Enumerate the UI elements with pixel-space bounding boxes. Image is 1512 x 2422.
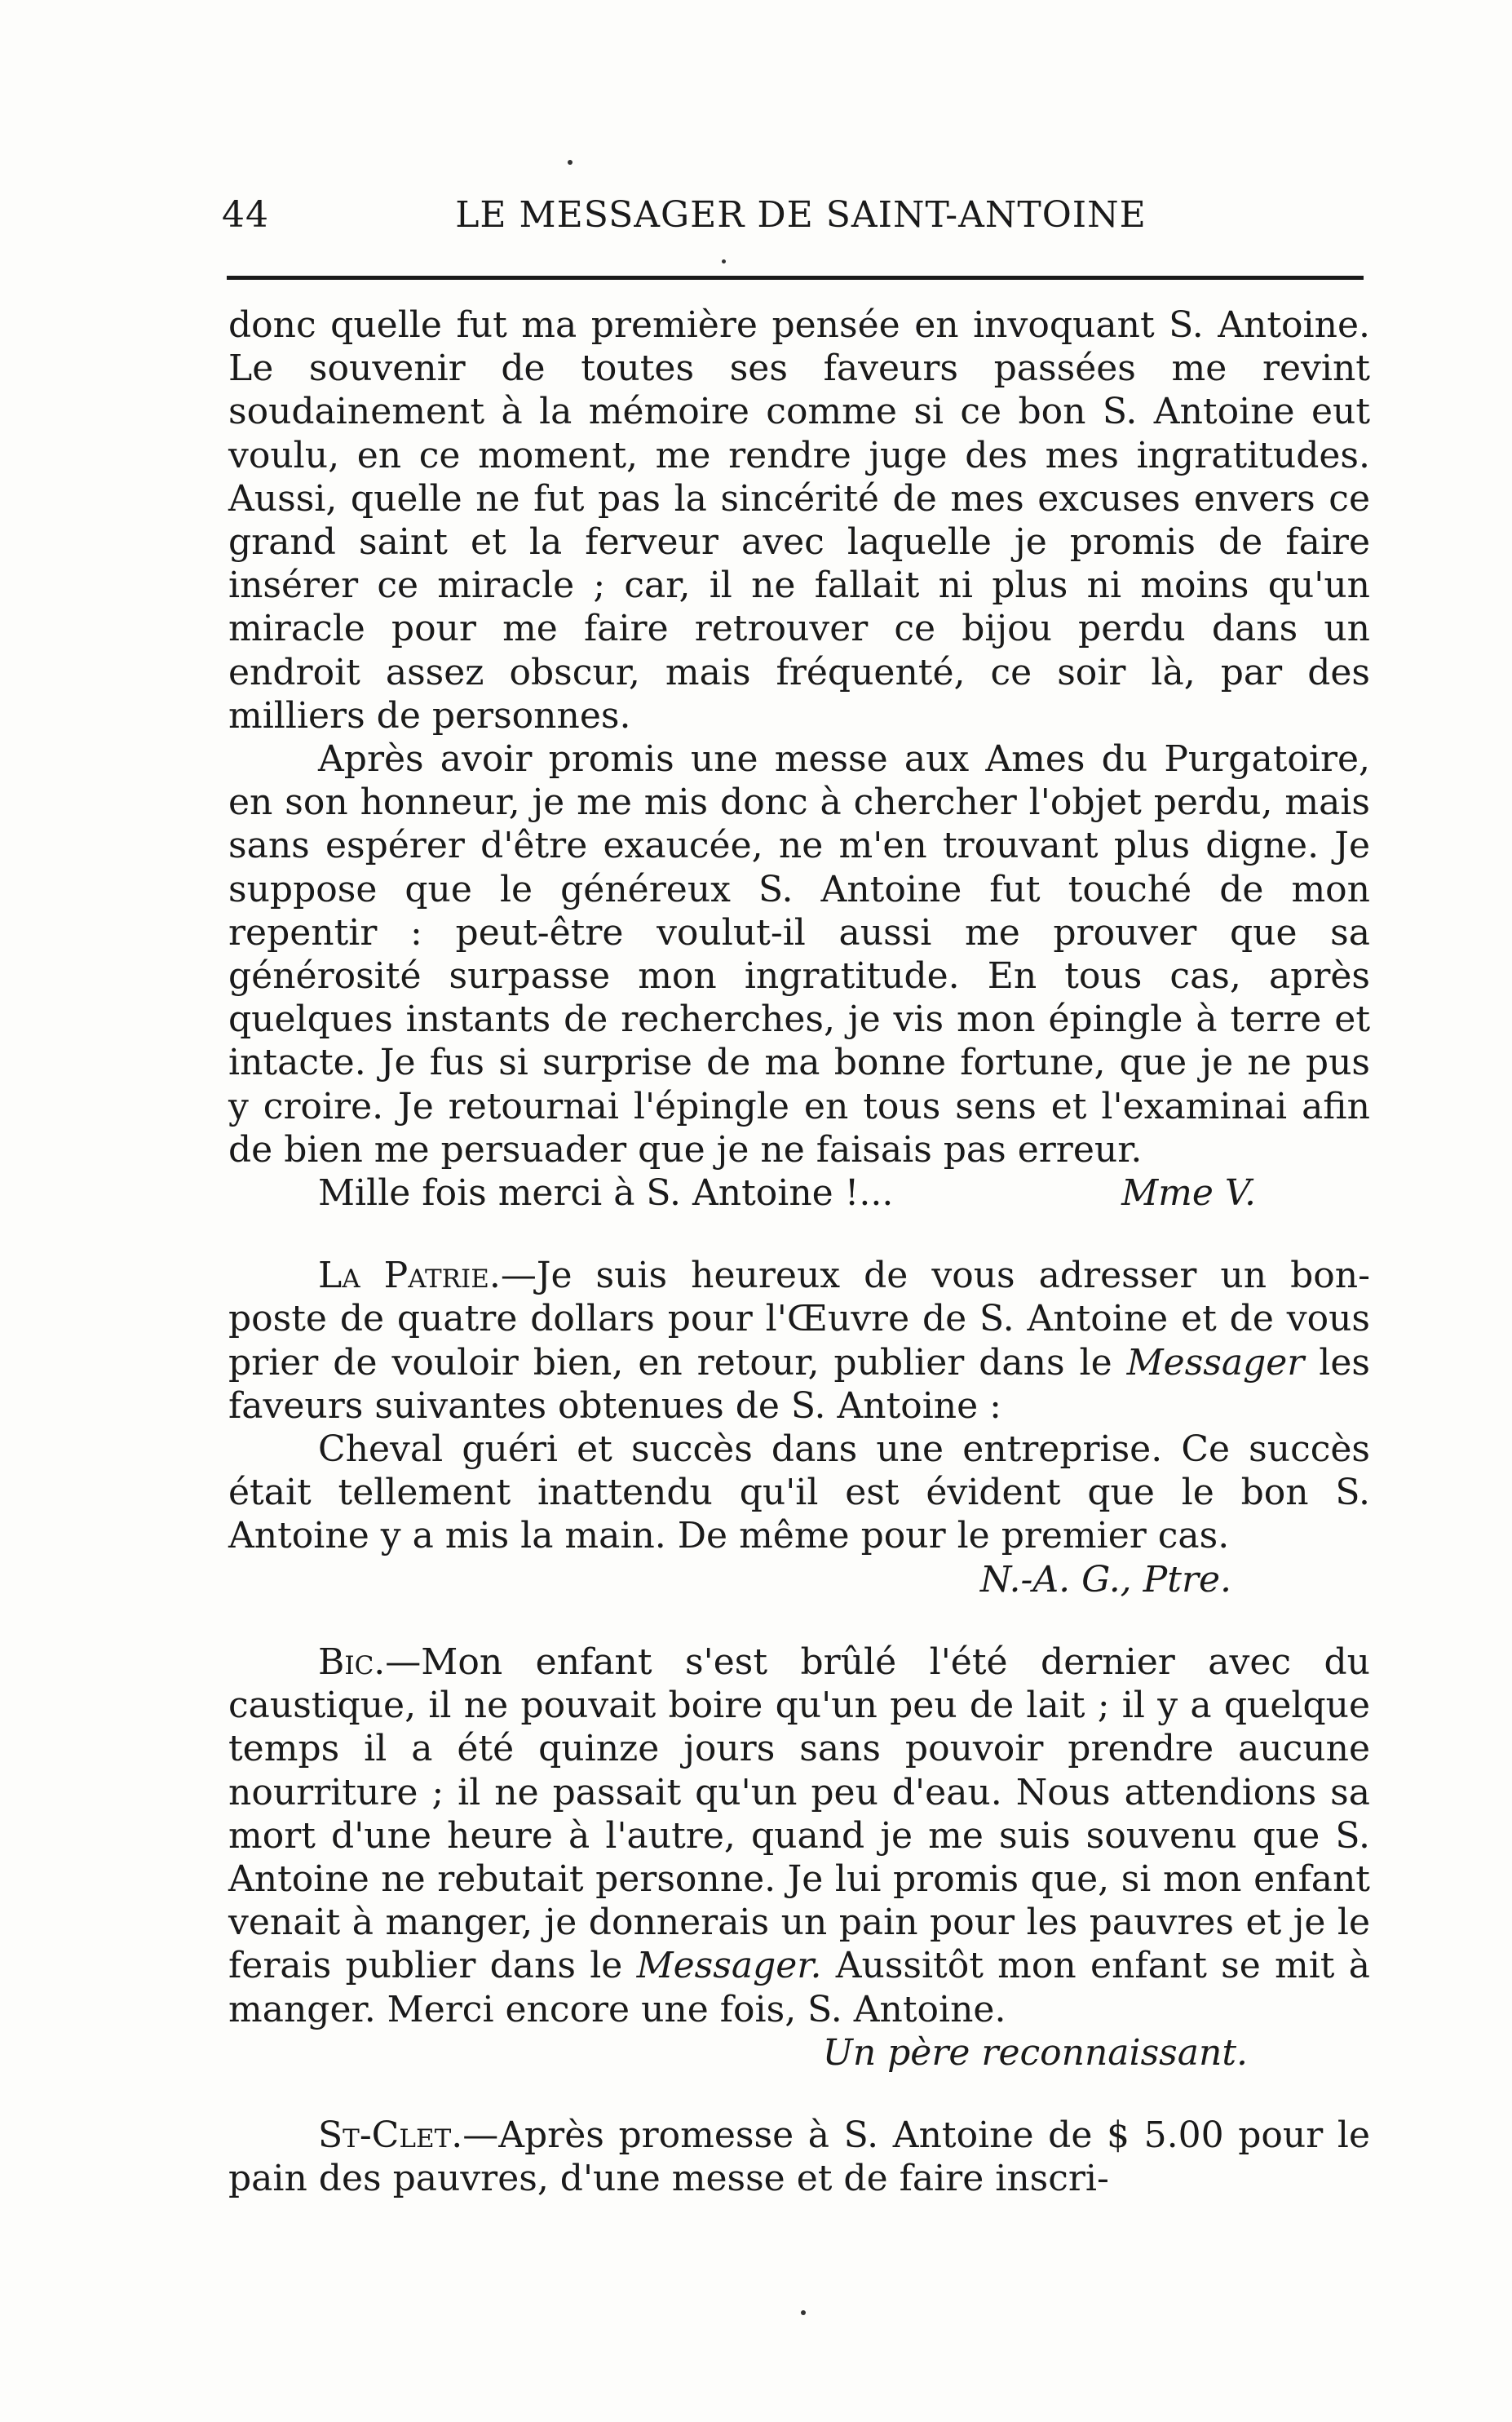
bic-text-end: Aussitôt mon enfant se mit à manger. Merci encore une fois, S. Antoine.	[228, 1945, 1370, 2030]
page-body	[228, 303, 1370, 2200]
paragraph-continuation: donc quelle fut ma première pensée en invoquant S. Antoine. Le souvenir de toutes ses faveurs passées me revint soudainement à la mémoire comme si ce bon S. Antoine eut voulu, en ce moment, me rendre juge des mes ingratitudes. Aussi, quelle ne fut pas la sincérité de mes excuses envers ce grand saint et la ferveur avec laquelle je promis de faire insérer ce miracle ; car, il ne fallait ni plus ni moins qu'un miracle pour me faire retrouver ce bijou perdu dans un endroit assez obscur, mais fréquenté, ce soir là, par des milliers de personnes.	[228, 304, 1370, 737]
page-number: 44	[222, 194, 269, 236]
print-speck	[722, 259, 726, 263]
header-rule	[227, 276, 1364, 280]
paragraph-st-clet	[228, 2114, 1370, 2200]
messager-title: Messager	[1126, 1341, 1305, 1384]
paragraph-bic	[228, 1640, 1370, 2074]
signature-pere: Un père reconnaissant.	[822, 2031, 1248, 2074]
print-speck	[568, 160, 573, 165]
bic-text: —Mon enfant s'est brûlé l'été dernier avec du caustique, il ne pouvait boire qu'un peu de lait ; il y a quelque temps il a été quinze jours sans pouvoir prendre aucune nourriture ; il ne passait qu'un peu d'eau. Nous attendions sa mort d'une heure à l'autre, quand je me suis souvenu que S. Antoine ne rebutait personne. Je lui promis que, si mon enfant venait à manger, je donnerais un pain pour les pauvres et je le ferais publier dans le	[228, 1640, 1370, 1987]
la-patrie-text-end: les faveurs suivantes obtenues de S. Antoine :	[228, 1341, 1370, 1427]
signature-ptre: N.-A. G., Ptre.	[979, 1558, 1231, 1601]
st-clet-text: —Après promesse à S. Antoine de $ 5.00 pour le pain des pauvres, d'une messe et de faire inscri-	[228, 2114, 1370, 2200]
place-la-patrie: La Patrie.	[318, 1255, 501, 1297]
paragraph-la-patrie	[228, 1254, 1370, 1428]
messager-title-2: Messager.	[636, 1945, 822, 1987]
place-bic: Bic.	[318, 1640, 386, 1683]
la-patrie-text: —Je suis heureux de vous adresser un bon-poste de quatre dollars pour l'Œuvre de S. Antoine et de vous prier de vouloir bien, en retour, publier dans le	[228, 1255, 1370, 1384]
print-speck	[801, 2310, 806, 2315]
paragraph-cheval	[228, 1428, 1370, 1601]
thanks-text: Mille fois merci à S. Antoine !...	[318, 1172, 894, 1215]
running-title: LE MESSAGER DE SAINT-ANTOINE	[455, 194, 1147, 236]
cheval-text: Cheval guéri et succès dans une entreprise. Ce succès était tellement inattendu qu'il est évident que le bon S. Antoine y a mis la main. De même pour le premier cas.	[228, 1428, 1370, 1557]
place-st-clet: St-Clet.	[318, 2114, 463, 2156]
paragraph-thanks	[228, 1171, 1370, 1215]
signature-mme-v: Mme V.	[1121, 1172, 1256, 1215]
paragraph-search: Après avoir promis une messe aux Ames du Purgatoire, en son honneur, je me mis donc à chercher l'objet perdu, mais sans espérer d'être exaucée, ne m'en trouvant plus digne. Je suppose que le généreux S. Antoine fut touché de mon repentir : peut-être voulut-il aussi me prouver que sa générosité surpasse mon ingratitude. En tous cas, après quelques instants de recherches, je vis mon épingle à terre et intacte. Je fus si surprise de ma bonne fortune, que je ne pus y croire. Je retournai l'épingle en tous sens et l'examinai afin de bien me persuader que je ne faisais pas erreur.	[228, 738, 1370, 1171]
